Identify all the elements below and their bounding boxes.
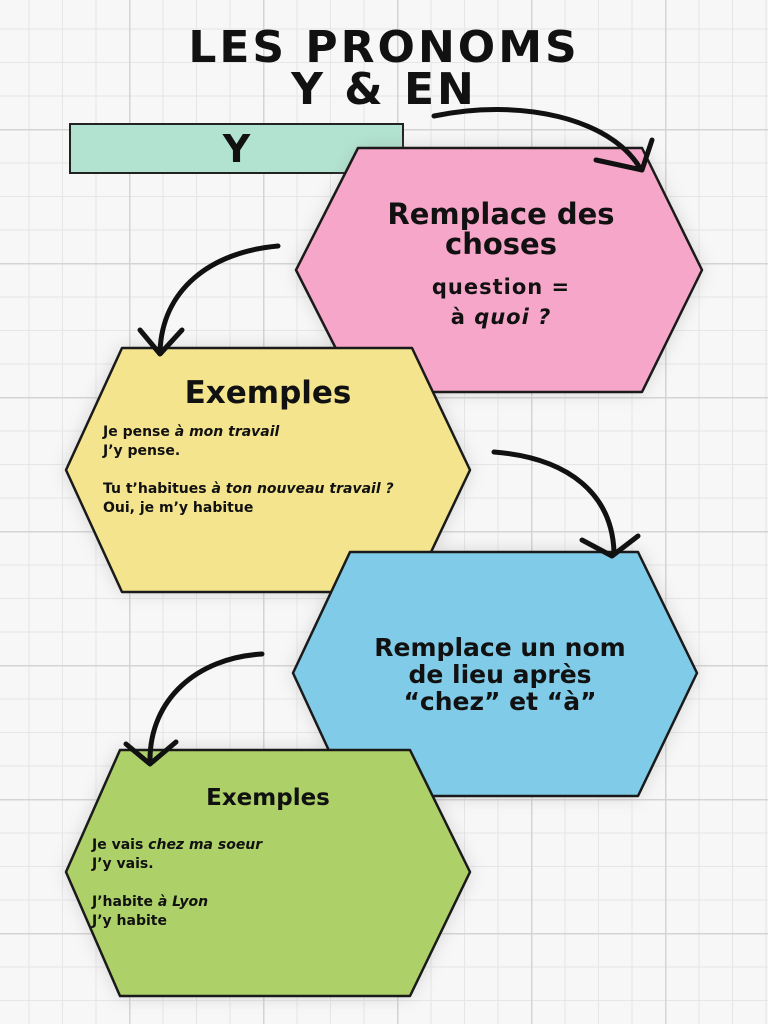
hex1-answer-italic: quoi ? xyxy=(474,305,552,329)
hex4-title: Exemples xyxy=(206,785,330,811)
section-label-y: Y xyxy=(69,123,404,174)
hex4-line-4: J’y habite xyxy=(92,913,167,929)
hex4-line-3: J’habite à Lyon xyxy=(92,894,209,910)
hex1-answer-prefix: à xyxy=(450,305,466,329)
arrow-3 xyxy=(494,452,638,556)
arrow-4 xyxy=(126,654,262,764)
hex4-line-2: J’y vais. xyxy=(92,856,154,872)
hex3-title: Remplace un nom de lieu après “chez” et “à” xyxy=(374,633,626,716)
hex2-line-1: Je pense à mon travail xyxy=(103,424,280,440)
hex1-question-line: question = xyxy=(431,275,571,299)
hex1-answer-line xyxy=(355,302,647,332)
hex1-title: Remplace des choses xyxy=(387,197,615,262)
arrow-2 xyxy=(140,246,278,354)
hex2-examples xyxy=(103,423,463,518)
hex2-line-3: Tu t’habitues à ton nouveau travail ? xyxy=(103,481,394,497)
hex4-examples xyxy=(92,836,432,931)
title-line-2: Y & EN xyxy=(291,64,477,115)
title-line-1: LES PRONOMS xyxy=(188,22,580,73)
hex2-title: Exemples xyxy=(184,375,352,411)
hex2-line-4: Oui, je m’y habitue xyxy=(103,500,254,516)
hex2-line-2: J’y pense. xyxy=(103,443,181,459)
hex1-question xyxy=(355,272,647,332)
hex4-line-1: Je vais chez ma soeur xyxy=(92,837,263,853)
